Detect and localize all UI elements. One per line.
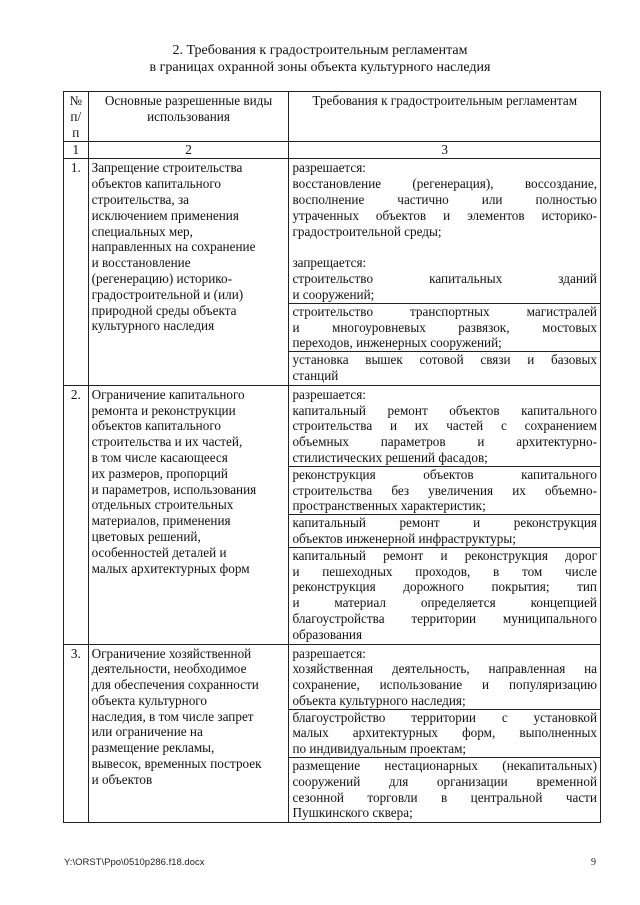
requirement-line: сезонной торговли в центральной части: [292, 789, 597, 805]
requirement-line: и сооружений;: [292, 286, 375, 302]
requirement-line: установка вышек сотовой связи и базовых: [289, 351, 600, 368]
requirement-line: реконструкция объектов капитального: [289, 466, 600, 483]
requirement-line: градостроительной среды;: [292, 223, 442, 239]
regulations-table: [63, 91, 601, 823]
requirement-line: восполнение частично или полностью: [292, 191, 597, 207]
requirement-line: разрешается:: [292, 386, 366, 402]
permitted-use-line: малых архитектурных форм: [91, 560, 250, 576]
title-line-1: 2. Требования к градостроительным регламентам: [172, 43, 468, 58]
permitted-use-line: материалов, применения: [91, 513, 231, 529]
permitted-use-line: размещение рекламы,: [91, 740, 215, 756]
requirement-line: объекта культурного наследия;: [292, 692, 466, 708]
permitted-use-line: строительства и их частей,: [91, 434, 243, 450]
footer-file-path: Y:\ORST\Ppo\0510p286.f18.docx: [64, 857, 205, 868]
permitted-use-line: цветовых решений,: [91, 528, 201, 544]
permitted-use-line: объекта культурного: [91, 692, 207, 708]
permitted-use-line: градостроительной и (или): [91, 286, 244, 302]
permitted-use-line: Ограничение хозяйственной: [91, 645, 252, 661]
permitted-use-cell: [88, 385, 289, 644]
requirement-line: разрешается:: [292, 160, 366, 176]
index-cell: 3: [289, 142, 601, 159]
table-index-row: [64, 142, 601, 159]
requirement-line: благоустройства территории муниципального: [292, 610, 597, 626]
requirement-line: объектов инженерной инфраструктуры;: [292, 530, 516, 546]
permitted-use-line: ремонта и реконструкции: [91, 402, 236, 418]
requirement-line: и пешеходных проходов, в том числе: [292, 563, 597, 579]
requirement-line: хозяйственная деятельность, направленная на: [292, 661, 597, 677]
requirement-line: реконструкция дорожного покрытия; тип: [292, 579, 597, 595]
row-number: 1.: [64, 159, 89, 385]
row-number: 3.: [64, 644, 89, 823]
table-row: [64, 385, 601, 644]
footer-page-number: 9: [591, 857, 596, 868]
requirement-line: благоустройство территории с установкой: [289, 709, 600, 726]
permitted-use-cell: [88, 644, 289, 823]
header-uses: Основные разрешенные виды использования: [88, 92, 289, 142]
requirement-line: капитальный ремонт и реконструкция дорог: [289, 547, 600, 564]
requirement-line: строительство транспортных магистралей: [289, 303, 600, 320]
requirement-line: объемных параметров и архитектурно-: [292, 434, 597, 450]
requirement-line: капитальный ремонт и реконструкция: [289, 514, 600, 531]
row-number: 2.: [64, 385, 89, 644]
permitted-use-line: Запрещение строительства: [91, 160, 243, 176]
permitted-use-line: их размеров, пропорций: [91, 465, 228, 481]
requirement-line: запрещается:: [292, 255, 367, 271]
requirement-line: строительства без увеличения их объемно-: [292, 482, 597, 498]
blank-line: [292, 239, 597, 255]
permitted-use-line: специальных мер,: [91, 223, 193, 239]
requirement-line: переходов, инженерных сооружений;: [292, 335, 502, 351]
permitted-use-line: природной среды объекта: [91, 302, 237, 318]
permitted-use-line: и объектов: [91, 771, 153, 787]
requirement-line: утраченных объектов и элементов историко-: [292, 207, 597, 223]
permitted-use-line: вывесок, временных построек: [91, 756, 262, 772]
requirement-line: восстановление (регенерация), воссоздание,: [292, 176, 597, 192]
requirement-line: по индивидуальным проектам;: [292, 741, 467, 757]
permitted-use-line: и параметров, использования: [91, 481, 257, 497]
permitted-use-line: деятельности, необходимое: [91, 661, 247, 677]
permitted-use-line: культурного наследия: [91, 318, 215, 334]
requirements-cell: [289, 385, 601, 644]
requirement-line: пространственных характеристик;: [292, 498, 486, 514]
requirement-line: строительства и их частей с сохранением: [292, 418, 597, 434]
requirement-line: сохранение, использование и популяризацию: [292, 677, 597, 693]
requirement-line: разрешается:: [292, 645, 366, 661]
permitted-use-line: или ограничение на: [91, 724, 203, 740]
requirement-line: стилистических решений фасадов;: [292, 449, 488, 465]
permitted-use-line: строительства, за: [91, 191, 190, 207]
requirement-line: станций: [292, 367, 339, 383]
permitted-use-line: Ограничение капитального: [91, 386, 245, 402]
permitted-use-line: (регенерацию) историко-: [91, 270, 232, 286]
requirement-line: капитальный ремонт объектов капитального: [292, 402, 597, 418]
requirement-line: образования: [292, 626, 363, 642]
permitted-use-line: объектов капитального: [91, 418, 221, 434]
permitted-use-line: и восстановление: [91, 255, 191, 271]
permitted-use-line: наследия, в том числе запрет: [91, 708, 254, 724]
permitted-use-line: для обеспечения сохранности: [91, 677, 259, 693]
requirement-line: и материал определяется концепцией: [292, 595, 597, 611]
permitted-use-line: особенностей деталей и: [91, 544, 227, 560]
requirement-line: строительство капитальных зданий: [292, 271, 597, 287]
permitted-use-line: направленных на сохранение: [91, 239, 256, 255]
requirement-line: Пушкинского сквера;: [292, 805, 413, 821]
requirements-cell: [289, 644, 601, 823]
document-title: [0, 42, 640, 76]
permitted-use-line: отдельных строительных: [91, 497, 234, 513]
title-line-2: в границах охранной зоны объекта культурного наследия: [149, 60, 491, 75]
index-cell: 2: [88, 142, 289, 159]
requirement-line: сооружений для организации временной: [292, 773, 597, 789]
requirements-cell: [289, 159, 601, 385]
header-num: № п/п: [64, 92, 89, 142]
table-row: [64, 644, 601, 823]
header-requirements: Требования к градостроительным регламентам: [289, 92, 601, 142]
requirement-line: и многоуровневых развязок, мостовых: [292, 319, 597, 335]
permitted-use-line: исключением применения: [91, 207, 239, 223]
table-header-row: [64, 92, 601, 142]
requirement-line: малых архитектурных форм, выполненных: [292, 725, 597, 741]
index-cell: 1: [64, 142, 89, 159]
table-row: [64, 159, 601, 385]
permitted-use-line: в том числе касающееся: [91, 449, 228, 465]
requirement-line: размещение нестационарных (некапитальных): [289, 757, 600, 774]
permitted-use-line: объектов капитального: [91, 176, 221, 192]
permitted-use-cell: [88, 159, 289, 385]
